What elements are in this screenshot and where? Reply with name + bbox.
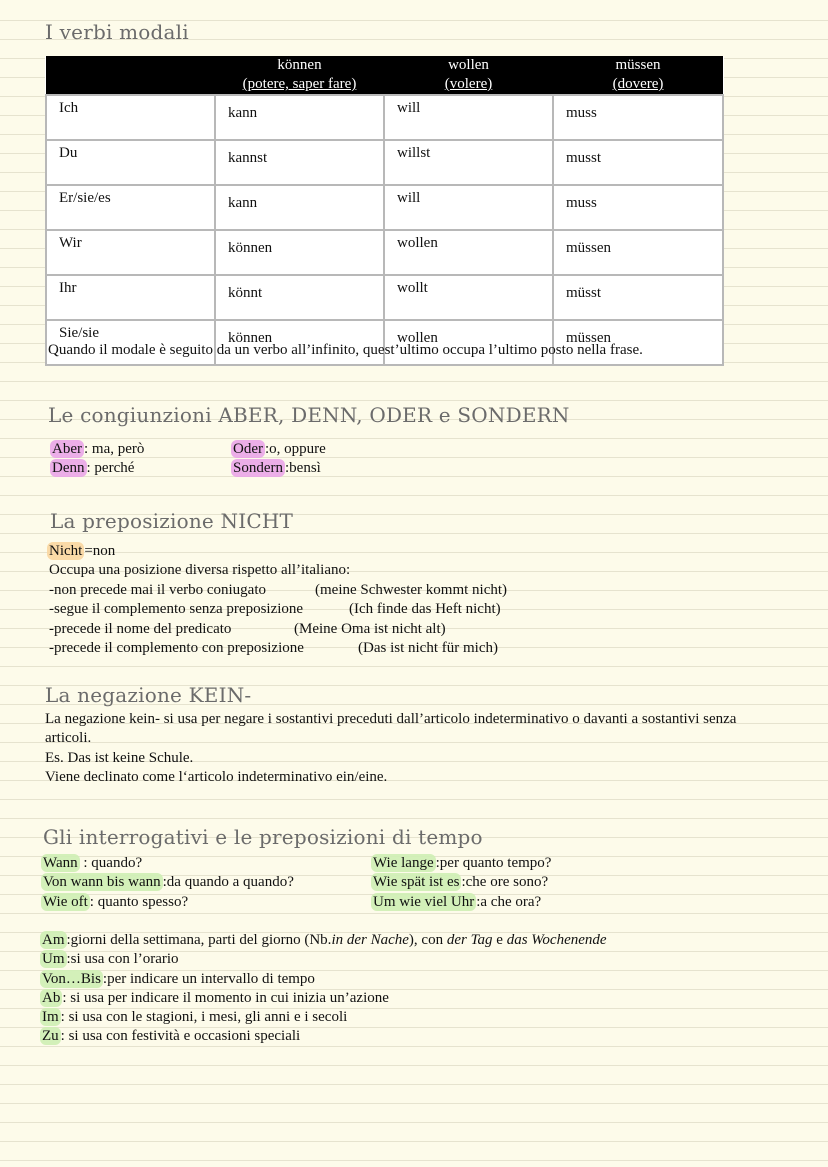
conjunction-def: :o, oppure (265, 441, 326, 457)
table-row (46, 185, 723, 230)
table-header-wollen (384, 56, 553, 95)
kein-block (45, 710, 736, 787)
interrogatives-left-column (43, 854, 294, 912)
table-row (46, 140, 723, 185)
conjunctions-heading: Le congiunzioni ABER, DENN, ODER e SONDERN (48, 403, 570, 427)
kein-line: articoli. (45, 730, 92, 747)
conjunctions-right-column (233, 440, 326, 479)
verb-cell: musst (553, 140, 723, 185)
pronoun-cell: Wir (46, 230, 215, 275)
table-header-koennen (215, 56, 384, 95)
header-verb: müssen (615, 57, 661, 73)
verb-cell: wollen (384, 230, 553, 275)
preposition-item: Zu : si usa con festività e occasioni speciali (42, 1028, 301, 1045)
modal-verbs-table (45, 56, 724, 366)
nicht-rule: -non precede mai il verbo coniugato (49, 582, 267, 598)
conjunction-item (52, 459, 144, 478)
interrogative-term: Von wann bis wann (43, 874, 161, 891)
verb-cell: müssen (553, 320, 723, 365)
table-header-muessen (553, 56, 723, 95)
verb-cell: will (384, 185, 553, 230)
interrogatives-heading: Gli interrogativi e le preposizioni di tempo (43, 825, 483, 849)
interrogative-def: :da quando a quando? (162, 874, 294, 891)
interrogative-item (43, 854, 294, 873)
kein-line: Viene declinato come l‘articolo indeterminativo ein/eine. (45, 768, 388, 785)
pronoun-cell: Sie/sie (46, 320, 215, 365)
nicht-intro: Occupa una posizione diversa rispetto all’italiano: (49, 562, 351, 579)
interrogative-def: : quando? (79, 855, 143, 871)
conjunction-term: Oder (233, 441, 263, 457)
header-verb: können (277, 57, 322, 73)
verb-cell: wollen (384, 320, 553, 365)
preposition-term: Im (42, 1009, 59, 1026)
conjunction-def: : perché (86, 460, 135, 477)
nicht-example: (Das ist nicht für mich) (358, 640, 498, 656)
nicht-rule: -segue il complemento senza preposizione (49, 601, 304, 618)
conjunction-def: :bensì (285, 460, 321, 477)
nicht-rule: -precede il nome del predicato (49, 620, 232, 637)
nicht-example: (Ich finde das Heft nicht) (349, 601, 501, 617)
verb-cell: können (215, 320, 384, 365)
verb-cell: müsst (553, 275, 723, 320)
table-row (46, 95, 723, 140)
nicht-rules (49, 581, 304, 658)
interrogative-item (373, 854, 551, 873)
interrogatives-right-column (373, 854, 551, 912)
conjunction-def: : ma, però (84, 441, 145, 457)
interrogative-def: : quanto spesso? (89, 893, 189, 910)
nicht-block (49, 542, 350, 581)
interrogative-item (373, 873, 551, 892)
verb-cell: muss (553, 185, 723, 230)
pronoun-cell: Du (46, 140, 215, 185)
preposition-term: Ab (42, 989, 61, 1006)
conjunction-term: Sondern (233, 460, 283, 477)
interrogative-term: Wann (43, 855, 78, 871)
conjunction-term: Denn (52, 460, 85, 477)
table-row (46, 275, 723, 320)
interrogative-item (43, 873, 294, 892)
nicht-def: =non (84, 543, 116, 559)
interrogative-item (373, 893, 551, 912)
header-meaning: (potere, saper fare) (242, 76, 357, 92)
interrogative-def: :a che ora? (476, 893, 542, 910)
table-header-empty (46, 56, 215, 95)
nicht-example: (meine Schwester kommt nicht) (315, 582, 508, 598)
nicht-definition (49, 542, 350, 561)
interrogative-term: Um wie viel Uhr (373, 893, 475, 910)
verb-cell: willst (384, 140, 553, 185)
preposition-item: Im : si usa con le stagioni, i mesi, gli anni e i secoli (42, 1009, 348, 1026)
interrogative-term: Wie lange (373, 855, 434, 871)
preposition-term: Von…Bis (42, 970, 101, 987)
preposition-term: Am (42, 932, 65, 948)
table-header-row (46, 56, 723, 95)
nicht-example: (Meine Oma ist nicht alt) (294, 621, 446, 637)
interrogative-term: Wie spät ist es (373, 874, 460, 891)
conjunction-item (52, 440, 144, 459)
verb-cell: müssen (553, 230, 723, 275)
verb-cell: könnt (215, 275, 384, 320)
preposition-am: Am :giorni della settimana, parti del giorno (Nb.in der Nache), con der Tag e das Wochenende (42, 932, 607, 948)
verb-cell: muss (553, 95, 723, 140)
modal-note: Quando il modale è seguito da un verbo all’infinito, quest’ultimo occupa l’ultimo posto nella frase. (48, 342, 643, 358)
verb-cell: kannst (215, 140, 384, 185)
conjunction-item (233, 459, 326, 478)
interrogative-def: :che ore sono? (461, 874, 549, 891)
preposition-item: Ab : si usa per indicare il momento in cui inizia un’azione (42, 989, 389, 1006)
header-verb: wollen (448, 57, 489, 73)
verb-cell: kann (215, 185, 384, 230)
time-prepositions (42, 931, 607, 1047)
modal-verbs-heading: I verbi modali (45, 20, 189, 44)
conjunction-term: Aber (52, 441, 82, 457)
preposition-term: Zu (42, 1028, 59, 1045)
header-meaning: (volere) (444, 76, 493, 92)
nicht-rule: -precede il complemento con preposizione (49, 639, 304, 656)
pronoun-cell: Er/sie/es (46, 185, 215, 230)
verb-cell: kann (215, 95, 384, 140)
kein-heading: La negazione KEIN- (45, 683, 252, 707)
pronoun-cell: Ich (46, 95, 215, 140)
kein-line: Es. Das ist keine Schule. (45, 749, 194, 766)
preposition-item: Um :si usa con l’orario (42, 951, 179, 968)
interrogative-item (43, 893, 294, 912)
conjunction-item (233, 440, 326, 459)
interrogative-def: :per quanto tempo? (435, 855, 552, 871)
nicht-term: Nicht (49, 543, 83, 559)
verb-cell: will (384, 95, 553, 140)
conjunctions-left-column (52, 440, 144, 479)
table-row (46, 230, 723, 275)
preposition-item: Von…Bis :per indicare un intervallo di tempo (42, 970, 315, 987)
verb-cell: wollt (384, 275, 553, 320)
header-meaning: (dovere) (612, 76, 664, 92)
verb-cell: können (215, 230, 384, 275)
pronoun-cell: Ihr (46, 275, 215, 320)
kein-line: La negazione kein- si usa per negare i sostantivi preceduti dall’articolo indeterminativo o davanti a sostantivi senza (45, 711, 737, 727)
interrogative-term: Wie oft (43, 893, 88, 910)
nicht-heading: La preposizione NICHT (50, 509, 293, 533)
preposition-term: Um (42, 951, 65, 968)
